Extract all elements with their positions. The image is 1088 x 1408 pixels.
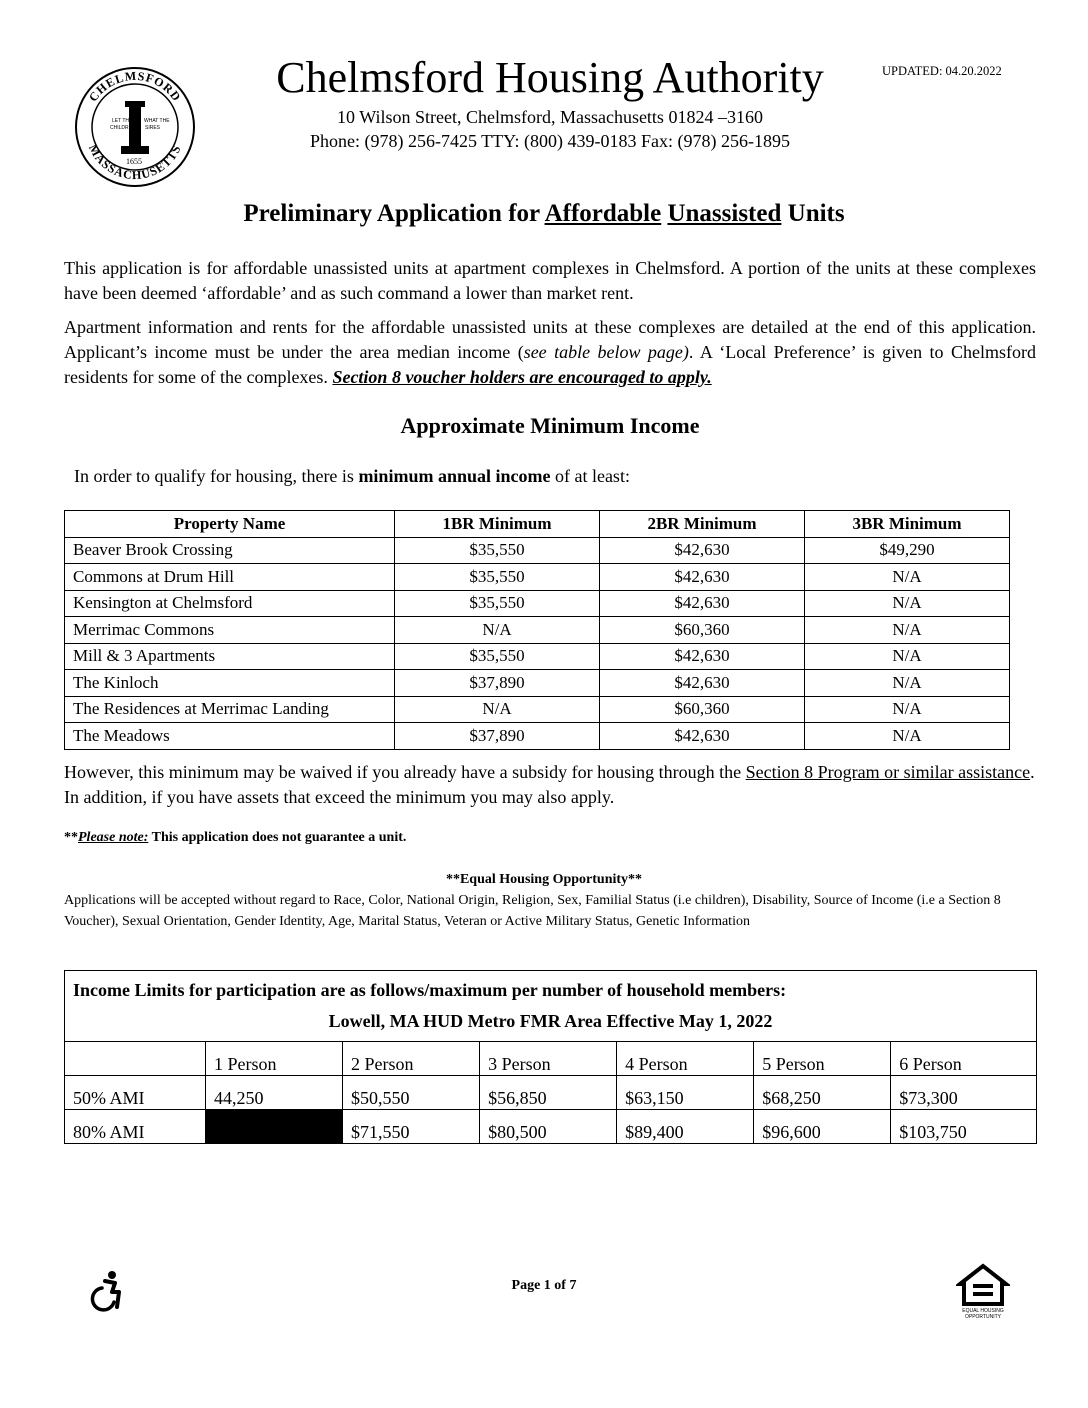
svg-text:EQUAL HOUSING: EQUAL HOUSING [962, 1308, 1004, 1314]
organization-address-block [230, 105, 870, 153]
application-title: Preliminary Application for Affordable Unassisted Units [243, 200, 845, 227]
min-income-intro: In order to qualify for housing, there is minimum annual income of at least: [74, 466, 630, 486]
organization-phones: Phone: (978) 256-7425 TTY: (800) 439-0183 Fax: (978) 256-1895 [310, 131, 790, 151]
updated-date: UPDATED: 04.20.2022 [882, 64, 1002, 78]
table-row: 80% AMI $71,550 $80,500 $89,400 $96,600 $103,750 [65, 1110, 1037, 1144]
table-row: Kensington at Chelmsford $35,550 $42,630 N/A [65, 590, 1010, 617]
person-header: 5 Person [754, 1042, 891, 1076]
equal-housing-text: Applications will be accepted without regard to Race, Color, National Origin, Religion, Sex, Familial Status (i.e children), Disability, Source of Income (i.e a Section 8 Voucher), Sexual Orientation, Gender Identity, Age, Marital Status, Veteran or Active Military Status, Genetic Information [64, 893, 1001, 929]
min-income-table [64, 510, 1010, 750]
page-number: Page 1 of 7 [511, 1278, 577, 1293]
svg-text:SIRES: SIRES [145, 125, 161, 131]
income-limits-title: Income Limits for participation are as follows/maximum per number of household members: [73, 980, 787, 1000]
income-limits-subtitle: Lowell, MA HUD Metro FMR Area Effective May 1, 2022 [328, 1011, 773, 1031]
income-limits-header-row [65, 971, 1037, 1042]
table-row: Beaver Brook Crossing $35,550 $42,630 $49,290 [65, 537, 1010, 564]
column-header: Property Name [65, 511, 395, 538]
table-row: Mill & 3 Apartments $35,550 $42,630 N/A [65, 643, 1010, 670]
redacted-cell [206, 1110, 343, 1144]
table-header-row [65, 511, 1010, 538]
table-row: The Meadows $37,890 $42,630 N/A [65, 723, 1010, 750]
column-header: 3BR Minimum [805, 511, 1010, 538]
svg-text:OPPORTUNITY: OPPORTUNITY [964, 1314, 1002, 1320]
income-limits-title-cell [65, 971, 1037, 1042]
svg-text:CHILDREN: CHILDREN [110, 125, 136, 131]
person-header: 2 Person [343, 1042, 480, 1076]
column-header: 2BR Minimum [600, 511, 805, 538]
row-label: 80% AMI [65, 1110, 206, 1144]
minimum-waiver-text: However, this minimum may be waived if you already have a subsidy for housing through the Section 8 Program or similar assistance. In addition, if you have assets that exceed the minimum you may also apply. [64, 762, 1035, 807]
equal-housing-heading: **Equal Housing Opportunity** [445, 872, 643, 887]
person-header: 4 Person [617, 1042, 754, 1076]
svg-text:WHAT THE: WHAT THE [144, 118, 170, 124]
min-income-title: Approximate Minimum Income [400, 413, 700, 438]
svg-text:1655: 1655 [126, 157, 142, 166]
svg-text:MASSACHUSETTS: MASSACHUSETTS [85, 141, 184, 183]
guarantee-note: **Please note: This application does not guarantee a unit. [64, 830, 407, 845]
person-header: 1 Person [206, 1042, 343, 1076]
table-row: Merrimac Commons N/A $60,360 N/A [65, 617, 1010, 644]
table-row: The Residences at Merrimac Landing N/A $60,360 N/A [65, 696, 1010, 723]
table-row: 50% AMI 44,250 $50,550 $56,850 $63,150 $68,250 $73,300 [65, 1076, 1037, 1110]
chelmsford-seal-logo [74, 66, 196, 188]
row-label: 50% AMI [65, 1076, 206, 1110]
organization-address: 10 Wilson Street, Chelmsford, Massachusetts 01824 –3160 [337, 107, 763, 127]
person-header: 6 Person [891, 1042, 1037, 1076]
svg-text:CHELMSFORD: CHELMSFORD [85, 68, 185, 105]
table-row [65, 1042, 1037, 1076]
voucher-encouragement: Section 8 voucher holders are encouraged to apply. [332, 367, 712, 387]
equal-housing-opportunity-logo [956, 1262, 1010, 1320]
intro-paragraph-1: This application is for affordable unassisted units at apartment complexes in Chelmsford. A portion of the units at these complexes have been deemed ‘affordable’ and as such command a lower than market rent. [64, 258, 1036, 303]
organization-name: Chelmsford Housing Authority [276, 53, 824, 102]
table-row: The Kinloch $37,890 $42,630 N/A [65, 670, 1010, 697]
person-header: 3 Person [480, 1042, 617, 1076]
table-row: Commons at Drum Hill $35,550 $42,630 N/A [65, 564, 1010, 591]
income-limits-table [64, 970, 1037, 1144]
intro-paragraph-2: Apartment information and rents for the affordable unassisted units at these complexes are detailed at the end of this application. Applicant’s income must be under the area median income (see table below page). A ‘Local Preference’ is given to Chelmsford residents for some of the complexes. Section 8 voucher holders are encouraged to apply. [64, 317, 1036, 387]
svg-text:LET THE: LET THE [112, 118, 133, 124]
column-header: 1BR Minimum [395, 511, 600, 538]
